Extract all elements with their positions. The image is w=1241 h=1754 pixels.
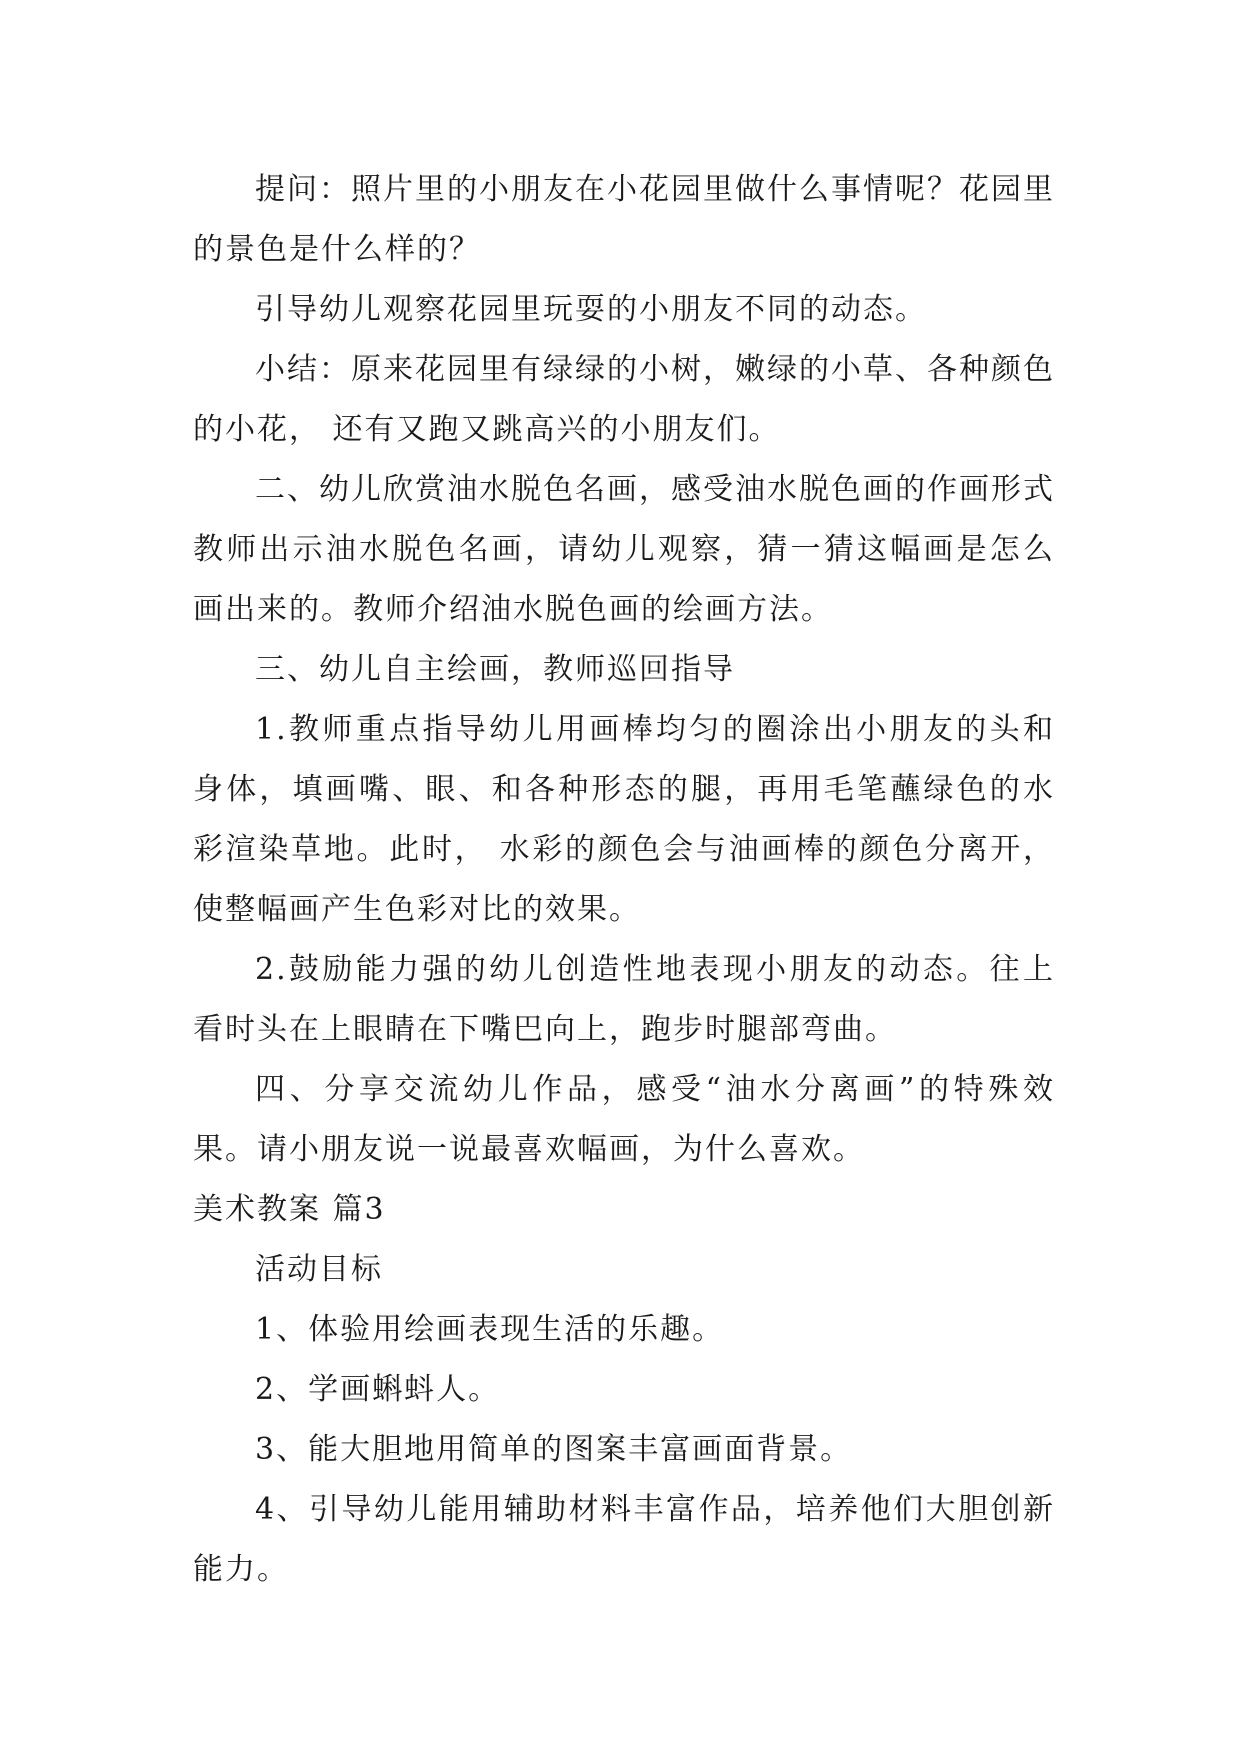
paragraph-activity-goals: 活动目标 [255,1252,383,1287]
paragraph-question: 提问：照片里的小朋友在小花园里做什么事情呢？花园里的景色是什么样的？ [193,172,1055,267]
paragraph-goal-3: 3、能大胆地用简单的图案丰富画面背景。 [255,1432,853,1467]
paragraph-goal-4: 4、引导幼儿能用辅助材料丰富作品，培养他们大胆创新能力。 [193,1492,1055,1587]
paragraph-summary: 小结：原来花园里有绿绿的小树，嫩绿的小草、各种颜色的小花， 还有又跑又跳高兴的小朋友们。 [193,352,1055,447]
paragraph-step-four: 四、分享交流幼儿作品，感受“油水分离画”的特殊效果。请小朋友说一说最喜欢幅画，为什么喜欢。 [193,1072,1055,1167]
paragraph-step-three: 三、幼儿自主绘画，教师巡回指导 [255,652,735,687]
paragraph-guide-observe: 引导幼儿观察花园里玩耍的小朋友不同的动态。 [255,292,927,327]
paragraph-goal-2: 2、学画蝌蚪人。 [255,1372,501,1407]
paragraph-step-two: 二、幼儿欣赏油水脱色名画，感受油水脱色画的作画形式教师出示油水脱色名画，请幼儿观察，猜一猜这幅画是怎么画出来的。教师介绍油水脱色画的绘画方法。 [193,472,1055,627]
paragraph-step-three-item-1: 1.教师重点指导幼儿用画棒均匀的圈涂出小朋友的头和身体，填画嘴、眼、和各种形态的腿，再用毛笔蘸绿色的水彩渲染草地。此时， 水彩的颜色会与油画棒的颜色分离开，使整幅画产生色彩对比的效果。 [193,712,1055,927]
section-heading: 美术教案 篇3 [193,1192,386,1227]
paragraph-step-three-item-2: 2.鼓励能力强的幼儿创造性地表现小朋友的动态。往上看时头在上眼睛在下嘴巴向上，跑步时腿部弯曲。 [193,952,1055,1047]
paragraph-goal-1: 1、体验用绘画表现生活的乐趣。 [255,1312,725,1347]
document-page [193,160,1055,1600]
